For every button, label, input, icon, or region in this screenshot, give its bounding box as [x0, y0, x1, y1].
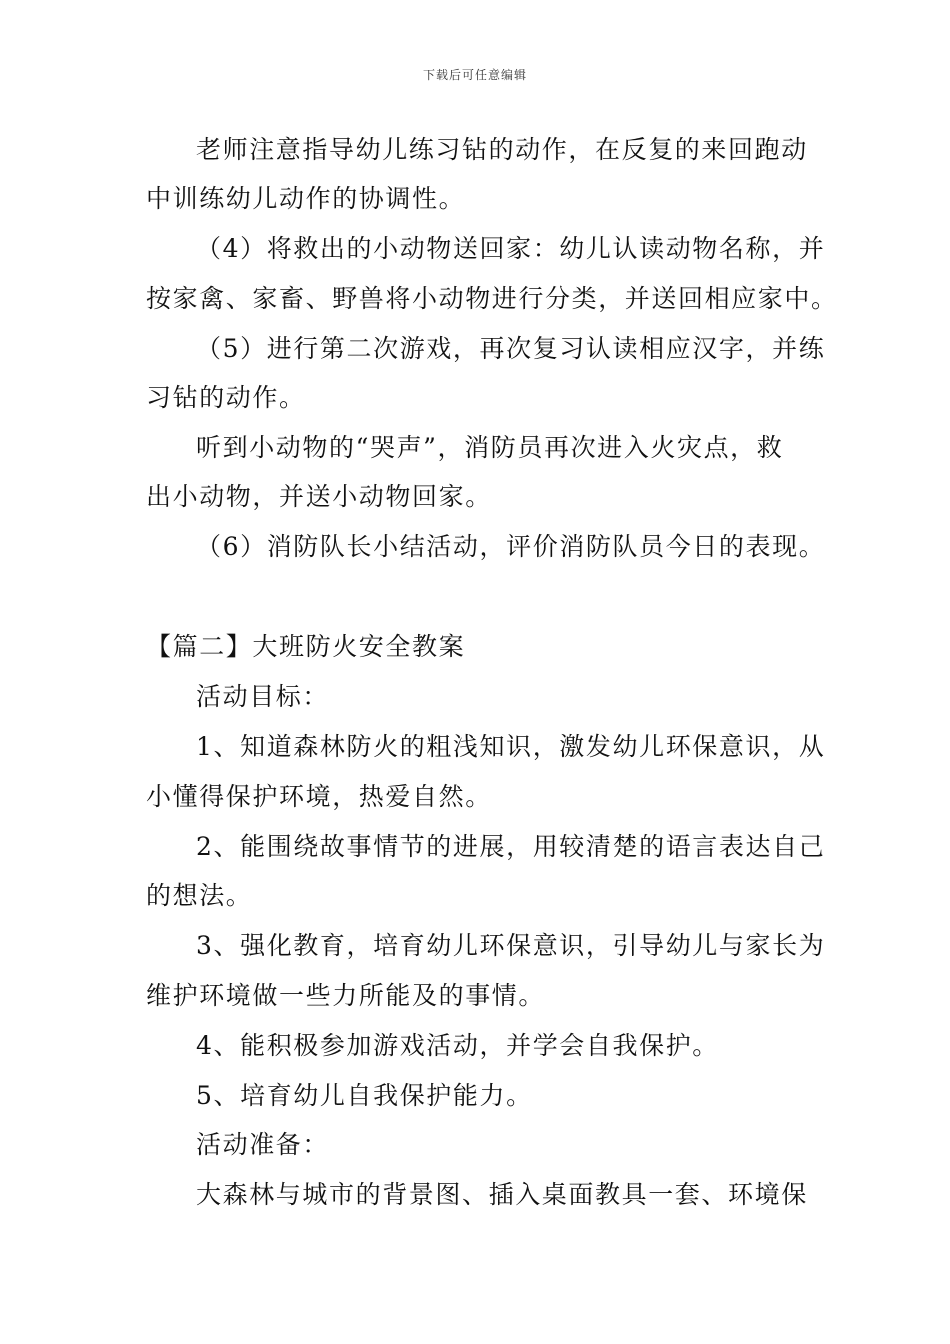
paragraph-line: 1、知道森林防火的粗浅知识，激发幼儿环保意识，从	[196, 732, 826, 761]
paragraph-line: （4）将救出的小动物送回家：幼儿认读动物名称，并	[196, 234, 826, 263]
paragraph-line: 老师注意指导幼儿练习钻的动作，在反复的来回跑动	[196, 135, 808, 164]
page-header: 下载后可任意编辑	[422, 68, 527, 82]
paragraph-line: 5、培育幼儿自我保护能力。	[196, 1081, 533, 1110]
paragraph-line: 4、能积极参加游戏活动，并学会自我保护。	[196, 1031, 719, 1060]
paragraph-line: 出小动物，并送小动物回家。	[146, 482, 492, 511]
paragraph-line: 维护环境做一些力所能及的事情。	[146, 981, 546, 1010]
paragraph-line: （5）进行第二次游戏，再次复习认读相应汉字，并练	[196, 334, 826, 363]
paragraph-line: 3、强化教育，培育幼儿环保意识，引导幼儿与家长为	[196, 931, 826, 960]
paragraph-line: （6）消防队长小结活动，评价消防队员今日的表现。	[196, 532, 826, 561]
subheading-goals: 活动目标：	[196, 682, 330, 711]
paragraph-line: 习钻的动作。	[146, 383, 306, 412]
subheading-preparation: 活动准备：	[196, 1130, 330, 1159]
paragraph-line: 小懂得保护环境，热爱自然。	[146, 782, 492, 811]
paragraph-line: 听到小动物的“哭声”，消防员再次进入火灾点，救	[196, 433, 784, 462]
paragraph-line: 按家禽、家畜、野兽将小动物进行分类，并送回相应家中。	[146, 284, 838, 313]
paragraph-line: 的想法。	[146, 881, 253, 910]
section-heading: 【篇二】大班防火安全教案	[146, 632, 466, 661]
paragraph-line: 中训练幼儿动作的协调性。	[146, 184, 466, 213]
paragraph-line: 2、能围绕故事情节的进展，用较清楚的语言表达自己	[196, 832, 826, 861]
paragraph-line: 大森林与城市的背景图、插入桌面教具一套、环境保	[196, 1180, 808, 1209]
